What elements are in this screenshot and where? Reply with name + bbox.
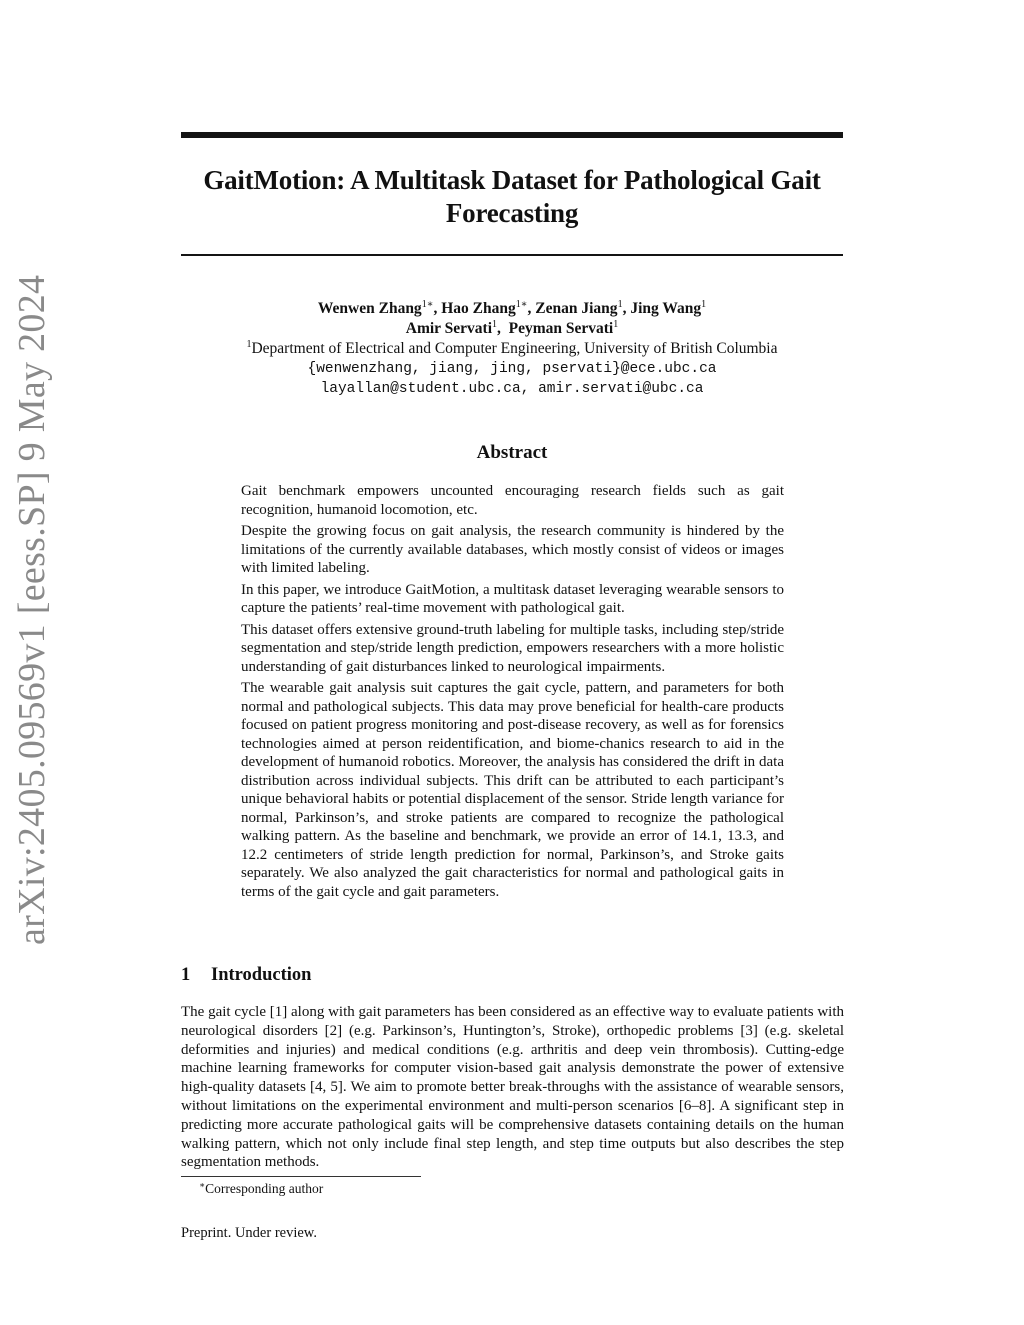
- abstract-paragraph: Despite the growing focus on gait analysis, the research community is hindered by the limitations of the currently available databases, which mostly consist of videos or images with limited labeling.: [241, 523, 784, 576]
- affiliation-line: [170, 339, 854, 359]
- author-affil-mark: 1∗: [515, 299, 528, 310]
- abstract-heading: Abstract: [476, 442, 548, 463]
- introduction-paragraph: The gait cycle [1] along with gait parameters has been considered as an effective way to evaluate patients with neurological disorders [2] (e.g. Parkinson’s, Huntington’s, Stroke), orthopedic problems [3] (e.g. skeletal deformities and injuries) and medical conditions (e.g. arthritis and deep vein thrombosis). Cutting-edge machine learning frameworks for computer vision-based gait analysis demonstrate the power of extensive high-quality datasets [4, 5]. We aim to promote better break-throughs with the assistance of wearable sensors, without limitations on the experimental environment and multi-person scenarios [6–8]. A significant step in predicting more accurate pathological gaits will be comprehensive datasets containing details on the human walking pattern, which not only include final step length, and step time outputs but also describes the step segmentation methods.: [181, 1004, 844, 1171]
- section-title: Introduction: [211, 965, 312, 985]
- author-block: [170, 299, 854, 399]
- title-line-2: Forecasting: [445, 198, 579, 228]
- author-name: Peyman Servati: [508, 320, 614, 337]
- paper-title: [170, 164, 854, 230]
- author-affil-mark: 1: [613, 319, 619, 330]
- section-heading-introduction: [181, 963, 311, 987]
- section-number: 1: [181, 965, 191, 985]
- author-affil-mark: 1: [617, 299, 623, 310]
- author-line-1: Wenwen Zhang$^{1∗}$, Hao Zhang$^{1∗}$, Zenan Jiang$^1$, Jing Wang$^1$: [317, 299, 707, 317]
- abstract-paragraph: In this paper, we introduce GaitMotion, a multitask dataset leveraging wearable sensors to capture the patients’ real-time movement with pathological gait.: [241, 581, 784, 616]
- author-affil-mark: 1: [492, 319, 497, 330]
- footnote-rule: [181, 1176, 421, 1177]
- author-name: Hao Zhang: [441, 300, 516, 317]
- author-affil-mark: 1: [701, 299, 707, 310]
- abstract-paragraph: Gait benchmark empowers uncounted encouraging research fields such as gait recognition, humanoid locomotion, etc.: [241, 483, 784, 518]
- author-line-2: Amir Servati$^1$, Peyman Servati$^1$: [405, 319, 619, 337]
- abstract-body: [241, 482, 784, 904]
- footnote-marker: ∗: [199, 1180, 206, 1190]
- author-name: Zenan Jiang: [535, 300, 618, 317]
- title-line-1: GaitMotion: A Multitask Dataset for Pathological Gait: [203, 165, 821, 195]
- author-email-line-2: layallan@student.ubc.ca, amir.servati@ubc.ca: [320, 381, 704, 397]
- author-name: Amir Servati: [405, 320, 492, 337]
- preprint-note: Preprint. Under review.: [181, 1225, 317, 1241]
- author-name: Jing Wang: [630, 300, 702, 317]
- abstract-paragraph: This dataset offers extensive ground-truth labeling for multiple tasks, including step/stride segmentation and step/stride length prediction, empowers researchers with a more holistic understanding of gait disturbances linked to neurological impairments.: [241, 621, 784, 675]
- author-name: Wenwen Zhang: [317, 300, 422, 317]
- footnote: [199, 1180, 323, 1197]
- title-bottom-rule: [181, 254, 843, 256]
- arxiv-identifier-stamp: arXiv:2405.09569v1 [eess.SP] 9 May 2024: [11, 274, 53, 945]
- author-affil-mark: 1: [421, 299, 427, 310]
- footnote-text: Corresponding author: [205, 1181, 324, 1196]
- author-email-line-1: {wenwenzhang, jiang, jing, pservati}@ece.ubc.ca: [307, 361, 717, 377]
- title-top-rule: [181, 132, 843, 138]
- affiliation-text: Department of Electrical and Computer Engineering, University of British Columbia: [251, 340, 778, 357]
- abstract-paragraph: The wearable gait analysis suit captures the gait cycle, pattern, and parameters for both normal and pathological subjects. This data may prove beneficial for health-care products focused on patient progress monitoring and post-disease recovery, as well as for forensics technologies aimed at person reidentification, and biome-chanics research to aid in the development of humanoid robotics. Moreover, the analysis has considered the drift in data distribution across individual subjects. This drift can be attributed to each participant’s unique behavioral habits or potential displacement of the sensor. Stride length variance for normal, Parkinson’s, and stroke patients are compared to recognize the pathological walking pattern. As the baseline and benchmark, we provide an error of 14.1, 13.3, and 12.2 centimeters of stride length prediction for normal, Parkinson’s, and Stroke gaits separately. We also analyzed the gait characteristics for normal and pathological gaits in terms of the gait cycle and gait parameters.: [241, 680, 784, 900]
- author-corresponding-mark: ∗: [426, 299, 434, 310]
- affiliation-mark: 1: [246, 339, 252, 350]
